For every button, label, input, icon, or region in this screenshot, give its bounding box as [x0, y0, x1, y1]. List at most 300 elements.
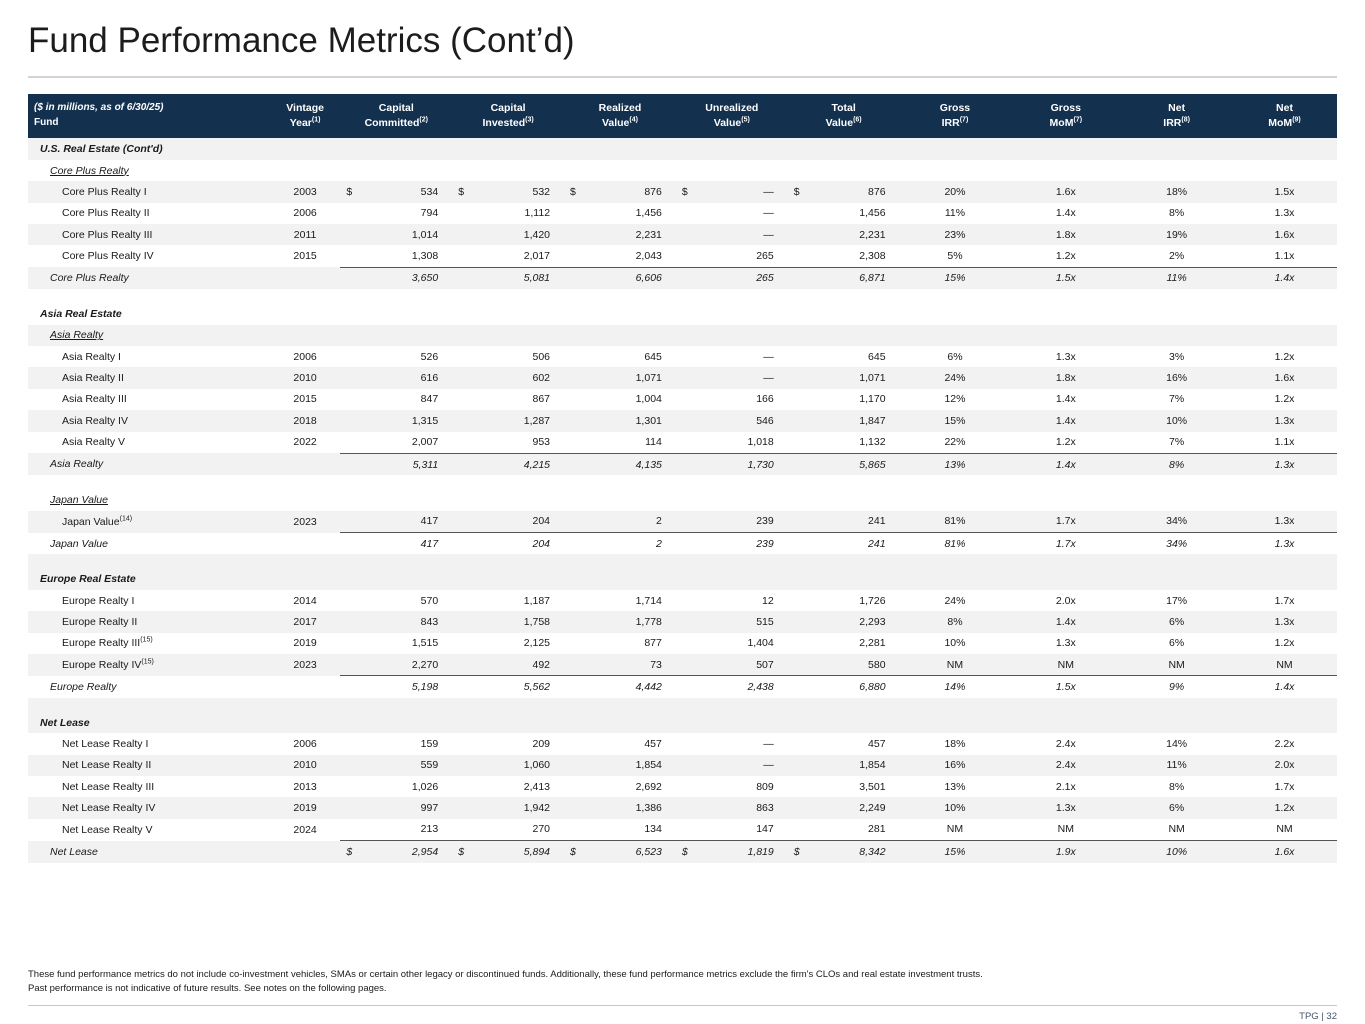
- row-label-text: Asia Realty I: [62, 350, 121, 363]
- net-mom: 1.7x: [1232, 590, 1337, 611]
- heading-label: Asia Realty: [50, 329, 104, 342]
- gross-mom: 1.6x: [1010, 181, 1121, 202]
- currency-symbol: [340, 633, 356, 654]
- gross-mom: 1.9x: [1010, 841, 1121, 863]
- capital-committed: 1,014: [356, 224, 452, 245]
- fund-row-label: [28, 755, 270, 776]
- header-gross-mom: [1010, 94, 1121, 138]
- currency-symbol: [788, 367, 804, 388]
- gross-mom: 1.2x: [1010, 245, 1121, 267]
- total-value: 2,249: [804, 797, 900, 818]
- currency-symbol: [452, 633, 468, 654]
- gross-irr: 13%: [900, 453, 1011, 475]
- currency-symbol: [340, 755, 356, 776]
- capital-committed: 1,308: [356, 245, 452, 267]
- unrealized-value: —: [692, 181, 788, 202]
- currency-symbol: [788, 346, 804, 367]
- capital-committed: 3,650: [356, 267, 452, 289]
- currency-symbol: [788, 633, 804, 654]
- total-value: 1,170: [804, 389, 900, 410]
- table-row: [28, 633, 1337, 654]
- capital-committed: 2,954: [356, 841, 452, 863]
- row-label-text: Net Lease Realty IV: [62, 802, 156, 815]
- currency-symbol: $: [788, 181, 804, 202]
- table-row: [28, 611, 1337, 632]
- currency-symbol: [340, 797, 356, 818]
- capital-committed: 213: [356, 819, 452, 841]
- unrealized-value: 1,730: [692, 453, 788, 475]
- realized-value: 6,606: [580, 267, 676, 289]
- gross-irr: 8%: [900, 611, 1011, 632]
- capital-invested: 867: [468, 389, 564, 410]
- capital-invested: 1,420: [468, 224, 564, 245]
- total-value: 6,880: [804, 676, 900, 698]
- realized-value: 2,231: [580, 224, 676, 245]
- realized-value: 4,135: [580, 453, 676, 475]
- vintage-year: 2006: [270, 346, 341, 367]
- table-row: [28, 245, 1337, 267]
- gross-irr: 16%: [900, 755, 1011, 776]
- header-net-irr-line1: Net: [1168, 102, 1186, 114]
- net-mom: 1.6x: [1232, 224, 1337, 245]
- header-unrealized-line2: Value$^{(5)}$: [713, 116, 750, 130]
- unrealized-value: 239: [692, 511, 788, 533]
- table-total-row: [28, 676, 1337, 698]
- vintage-year: 2006: [270, 203, 341, 224]
- currency-symbol: [788, 797, 804, 818]
- unrealized-value: —: [692, 367, 788, 388]
- net-mom: 1.1x: [1232, 245, 1337, 267]
- currency-symbol: [452, 367, 468, 388]
- realized-value: 2: [580, 533, 676, 555]
- fund-row-label: [28, 389, 270, 410]
- currency-symbol: [452, 389, 468, 410]
- header-capital-committed: [340, 94, 452, 138]
- realized-value: 2: [580, 511, 676, 533]
- currency-symbol: [564, 676, 580, 698]
- subsection-heading: [28, 160, 270, 181]
- vintage-year: 2011: [270, 224, 341, 245]
- total-row-label: [28, 267, 270, 289]
- net-mom: 1.3x: [1232, 410, 1337, 431]
- capital-invested: 602: [468, 367, 564, 388]
- currency-symbol: [676, 611, 692, 632]
- realized-value: 1,386: [580, 797, 676, 818]
- gross-mom: 1.5x: [1010, 267, 1121, 289]
- fund-row-label: [28, 367, 270, 388]
- fund-row-label: [28, 590, 270, 611]
- currency-symbol: [340, 367, 356, 388]
- table-row: [28, 389, 1337, 410]
- gross-mom: 2.4x: [1010, 755, 1121, 776]
- currency-symbol: [452, 410, 468, 431]
- net-irr: 14%: [1121, 733, 1232, 754]
- gross-irr: 81%: [900, 533, 1011, 555]
- currency-symbol: [340, 410, 356, 431]
- net-irr: 8%: [1121, 453, 1232, 475]
- gross-irr: 12%: [900, 389, 1011, 410]
- realized-value: 1,714: [580, 590, 676, 611]
- capital-invested: 506: [468, 346, 564, 367]
- unrealized-value: 166: [692, 389, 788, 410]
- total-value: 5,865: [804, 453, 900, 475]
- net-mom: 2.2x: [1232, 733, 1337, 754]
- currency-symbol: [564, 224, 580, 245]
- header-gross-irr-line1: Gross: [939, 102, 971, 114]
- header-net-mom-line1: Net: [1276, 102, 1293, 114]
- gross-irr: 11%: [900, 203, 1011, 224]
- header-net-mom-line2: MoM$^{(9)}$: [1268, 116, 1301, 130]
- table-row: [28, 733, 1337, 754]
- row-label-text: Europe Realty I: [62, 594, 135, 607]
- gross-irr: 15%: [900, 410, 1011, 431]
- header-total-line2: Value$^{(6)}$: [825, 116, 862, 130]
- row-label-text: Europe Realty III$^{(15)}$: [62, 636, 153, 650]
- currency-symbol: [564, 367, 580, 388]
- fund-row-label: [28, 511, 270, 533]
- vintage-year: [270, 841, 341, 863]
- total-value: 876: [804, 181, 900, 202]
- table-total-row: [28, 533, 1337, 555]
- header-invested-line2: Invested$^{(3)}$: [482, 116, 534, 130]
- total-value: 1,456: [804, 203, 900, 224]
- header-vintage-line2: Year$^{(1)}$: [289, 116, 321, 130]
- gross-mom: 1.4x: [1010, 611, 1121, 632]
- currency-symbol: [340, 267, 356, 289]
- currency-symbol: [452, 733, 468, 754]
- header-vintage-line1: Vintage: [286, 102, 324, 114]
- currency-symbol: [788, 389, 804, 410]
- currency-symbol: [340, 676, 356, 698]
- gross-irr: NM: [900, 819, 1011, 841]
- total-value: 8,342: [804, 841, 900, 863]
- capital-committed: 5,198: [356, 676, 452, 698]
- gross-irr: 5%: [900, 245, 1011, 267]
- fund-row-label: [28, 224, 270, 245]
- vintage-year: 2010: [270, 755, 341, 776]
- capital-invested: 4,215: [468, 453, 564, 475]
- vintage-year: 2019: [270, 797, 341, 818]
- net-mom: 1.2x: [1232, 389, 1337, 410]
- unrealized-value: 507: [692, 654, 788, 676]
- currency-symbol: [676, 410, 692, 431]
- gross-irr: 14%: [900, 676, 1011, 698]
- total-row-label: [28, 533, 270, 555]
- table-row: [28, 224, 1337, 245]
- net-irr: 18%: [1121, 181, 1232, 202]
- currency-symbol: [340, 654, 356, 676]
- currency-symbol: [788, 410, 804, 431]
- gross-mom: 1.4x: [1010, 453, 1121, 475]
- fund-row-label: [28, 410, 270, 431]
- gross-irr: 24%: [900, 367, 1011, 388]
- gross-mom: 1.7x: [1010, 511, 1121, 533]
- vintage-year: 2024: [270, 819, 341, 841]
- unrealized-value: 2,438: [692, 676, 788, 698]
- currency-symbol: [564, 590, 580, 611]
- currency-symbol: [788, 676, 804, 698]
- currency-symbol: $: [340, 181, 356, 202]
- row-label-text: Japan Value$^{(14)}$: [62, 515, 133, 528]
- unrealized-value: 809: [692, 776, 788, 797]
- row-label-text: Asia Realty III: [62, 393, 127, 406]
- currency-symbol: [788, 432, 804, 454]
- header-gross-irr-line2: IRR$^{(7)}$: [941, 116, 969, 130]
- net-mom: 1.2x: [1232, 346, 1337, 367]
- net-irr: 17%: [1121, 590, 1232, 611]
- unrealized-value: 147: [692, 819, 788, 841]
- row-label-text: Asia Realty IV: [62, 414, 128, 427]
- currency-symbol: [564, 511, 580, 533]
- currency-symbol: [564, 654, 580, 676]
- gross-mom: 1.4x: [1010, 410, 1121, 431]
- capital-committed: 843: [356, 611, 452, 632]
- table-row: [28, 346, 1337, 367]
- realized-value: 457: [580, 733, 676, 754]
- unrealized-value: 265: [692, 245, 788, 267]
- currency-symbol: [564, 453, 580, 475]
- fund-row-label: [28, 819, 270, 841]
- realized-value: 876: [580, 181, 676, 202]
- currency-symbol: [564, 533, 580, 555]
- heading-label: U.S. Real Estate (Cont'd): [40, 143, 163, 156]
- gross-mom: 2.0x: [1010, 590, 1121, 611]
- currency-symbol: [676, 654, 692, 676]
- unrealized-value: —: [692, 346, 788, 367]
- unrealized-value: —: [692, 733, 788, 754]
- currency-symbol: $: [676, 841, 692, 863]
- net-mom: 1.3x: [1232, 611, 1337, 632]
- currency-symbol: [788, 755, 804, 776]
- realized-value: 877: [580, 633, 676, 654]
- footnotes: [28, 968, 1337, 996]
- header-net-irr: [1121, 94, 1232, 138]
- currency-symbol: [564, 755, 580, 776]
- net-irr: 7%: [1121, 389, 1232, 410]
- realized-value: 1,456: [580, 203, 676, 224]
- currency-symbol: [452, 346, 468, 367]
- net-mom: 2.0x: [1232, 755, 1337, 776]
- currency-symbol: [340, 224, 356, 245]
- currency-symbol: [676, 797, 692, 818]
- currency-symbol: [564, 733, 580, 754]
- fund-row-label: [28, 611, 270, 632]
- gross-irr: NM: [900, 654, 1011, 676]
- currency-symbol: [676, 733, 692, 754]
- row-filler: [270, 489, 1337, 510]
- row-label-text: Europe Realty II: [62, 615, 138, 628]
- currency-symbol: [676, 755, 692, 776]
- currency-symbol: [676, 367, 692, 388]
- currency-symbol: [452, 611, 468, 632]
- currency-symbol: [340, 533, 356, 555]
- realized-value: 645: [580, 346, 676, 367]
- net-irr: 6%: [1121, 633, 1232, 654]
- row-label-text: Core Plus Realty: [50, 272, 129, 285]
- row-label-text: Core Plus Realty II: [62, 207, 150, 220]
- gross-irr: 20%: [900, 181, 1011, 202]
- table-row: [28, 181, 1337, 202]
- currency-symbol: [788, 245, 804, 267]
- table-row: [28, 654, 1337, 676]
- header-gross-mom-line1: Gross: [1050, 102, 1081, 114]
- header-net-mom: [1232, 94, 1337, 138]
- currency-symbol: [788, 819, 804, 841]
- gross-irr: 24%: [900, 590, 1011, 611]
- currency-symbol: $: [340, 841, 356, 863]
- currency-symbol: [676, 389, 692, 410]
- total-value: 457: [804, 733, 900, 754]
- total-value: 2,308: [804, 245, 900, 267]
- capital-committed: 847: [356, 389, 452, 410]
- capital-committed: 794: [356, 203, 452, 224]
- currency-symbol: [676, 245, 692, 267]
- currency-symbol: [676, 267, 692, 289]
- fund-row-label: [28, 346, 270, 367]
- currency-symbol: [452, 590, 468, 611]
- fund-row-label: [28, 432, 270, 454]
- total-value: 1,854: [804, 755, 900, 776]
- net-irr: 10%: [1121, 410, 1232, 431]
- currency-symbol: [676, 453, 692, 475]
- net-mom: 1.6x: [1232, 367, 1337, 388]
- currency-symbol: [452, 755, 468, 776]
- currency-symbol: [676, 224, 692, 245]
- gross-mom: NM: [1010, 654, 1121, 676]
- row-filler: [270, 568, 1337, 589]
- header-capital-invested: [452, 94, 564, 138]
- fund-row-label: [28, 797, 270, 818]
- row-label-text: Core Plus Realty IV: [62, 250, 154, 263]
- currency-symbol: [340, 245, 356, 267]
- net-irr: 2%: [1121, 245, 1232, 267]
- net-mom: NM: [1232, 819, 1337, 841]
- vintage-year: 2022: [270, 432, 341, 454]
- fund-performance-table: [28, 94, 1337, 863]
- gross-mom: 1.3x: [1010, 633, 1121, 654]
- gross-irr: 10%: [900, 797, 1011, 818]
- table-row: [28, 590, 1337, 611]
- unrealized-value: 12: [692, 590, 788, 611]
- net-mom: 1.1x: [1232, 432, 1337, 454]
- row-label-text: Net Lease Realty III: [62, 780, 155, 793]
- total-value: 645: [804, 346, 900, 367]
- currency-symbol: $: [676, 181, 692, 202]
- capital-invested: 270: [468, 819, 564, 841]
- vintage-year: 2003: [270, 181, 341, 202]
- table-row: [28, 776, 1337, 797]
- currency-symbol: [452, 797, 468, 818]
- net-irr: NM: [1121, 654, 1232, 676]
- vintage-year: 2015: [270, 389, 341, 410]
- fund-row-label: [28, 181, 270, 202]
- vintage-year: 2017: [270, 611, 341, 632]
- gross-irr: 10%: [900, 633, 1011, 654]
- vintage-year: 2015: [270, 245, 341, 267]
- net-mom: 1.2x: [1232, 797, 1337, 818]
- vintage-year: [270, 676, 341, 698]
- currency-symbol: [676, 346, 692, 367]
- heading-label: Japan Value: [50, 493, 108, 506]
- capital-invested: 5,894: [468, 841, 564, 863]
- currency-symbol: [452, 245, 468, 267]
- gross-mom: NM: [1010, 819, 1121, 841]
- heading-label: Core Plus Realty: [50, 164, 129, 177]
- currency-symbol: [676, 676, 692, 698]
- table-header: [28, 94, 1337, 138]
- vintage-year: [270, 533, 341, 555]
- currency-symbol: [676, 511, 692, 533]
- gross-mom: 1.2x: [1010, 432, 1121, 454]
- capital-committed: 2,007: [356, 432, 452, 454]
- gross-irr: 81%: [900, 511, 1011, 533]
- currency-symbol: [676, 590, 692, 611]
- realized-value: 73: [580, 654, 676, 676]
- net-irr: 19%: [1121, 224, 1232, 245]
- currency-symbol: [788, 203, 804, 224]
- row-filler: [270, 325, 1337, 346]
- net-mom: 1.3x: [1232, 511, 1337, 533]
- currency-symbol: [340, 389, 356, 410]
- currency-symbol: [564, 797, 580, 818]
- net-mom: 1.4x: [1232, 676, 1337, 698]
- currency-symbol: [452, 224, 468, 245]
- net-mom: 1.3x: [1232, 453, 1337, 475]
- currency-symbol: [564, 203, 580, 224]
- currency-symbol: [564, 410, 580, 431]
- net-irr: 7%: [1121, 432, 1232, 454]
- net-irr: NM: [1121, 819, 1232, 841]
- currency-symbol: $: [564, 841, 580, 863]
- currency-symbol: [452, 203, 468, 224]
- unrealized-value: 863: [692, 797, 788, 818]
- net-mom: 1.3x: [1232, 533, 1337, 555]
- header-net-irr-line2: IRR$^{(8)}$: [1163, 116, 1190, 130]
- net-mom: 1.4x: [1232, 267, 1337, 289]
- currency-symbol: [564, 611, 580, 632]
- header-total-value: [788, 94, 900, 138]
- header-fund-label: Fund: [34, 116, 59, 128]
- capital-committed: 417: [356, 533, 452, 555]
- realized-value: 1,071: [580, 367, 676, 388]
- row-label-text: Core Plus Realty I: [62, 185, 147, 198]
- vintage-year: 2018: [270, 410, 341, 431]
- page-number: TPG | 32: [1299, 1011, 1337, 1022]
- section-heading: [28, 712, 270, 733]
- currency-symbol: [452, 511, 468, 533]
- fund-row-label: [28, 654, 270, 676]
- currency-symbol: [788, 511, 804, 533]
- currency-symbol: [452, 776, 468, 797]
- net-irr: 34%: [1121, 533, 1232, 555]
- row-filler: [270, 138, 1337, 159]
- realized-value: 1,301: [580, 410, 676, 431]
- capital-committed: 5,311: [356, 453, 452, 475]
- capital-invested: 953: [468, 432, 564, 454]
- currency-symbol: [788, 776, 804, 797]
- total-row-label: [28, 676, 270, 698]
- unrealized-value: —: [692, 755, 788, 776]
- row-label-text: Europe Realty: [50, 680, 117, 693]
- currency-symbol: [452, 432, 468, 454]
- unrealized-value: 546: [692, 410, 788, 431]
- subsection-heading: [28, 325, 270, 346]
- section-heading: [28, 303, 270, 324]
- header-realized-line2: Value$^{(4)}$: [601, 116, 638, 130]
- currency-symbol: [340, 203, 356, 224]
- capital-invested: 1,187: [468, 590, 564, 611]
- total-value: 241: [804, 511, 900, 533]
